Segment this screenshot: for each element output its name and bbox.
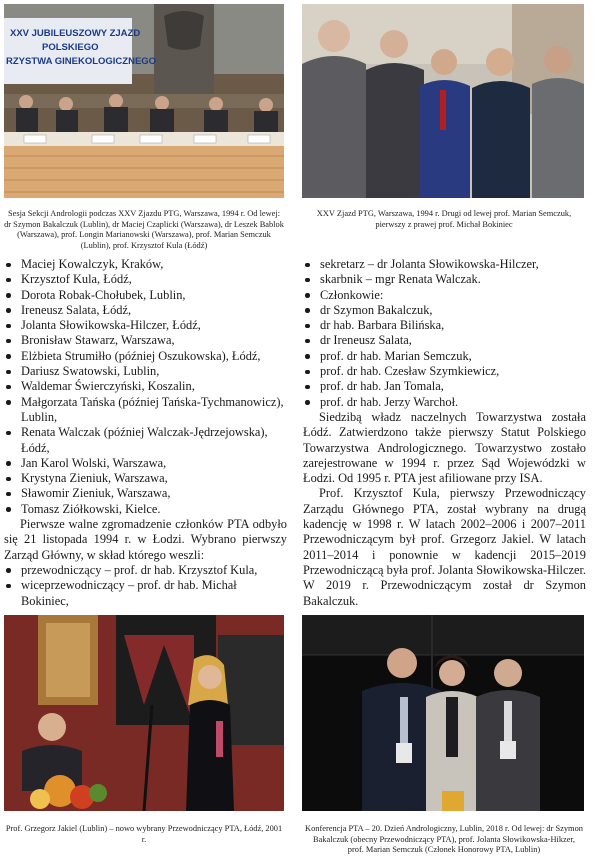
list-item: Maciej Kowalczyk, Kraków, (4, 257, 287, 272)
general-assembly-paragraph: Pierwsze walne zgromadzenie członków PTA odbyło się 21 listopada 1994 r. w Łodzi. Wybrano pierwszy Zarząd Główny, w skład którego weszli: (4, 517, 287, 562)
list-item: Dorota Robak-Chołubek, Lublin, (4, 288, 287, 303)
founding-members-list (4, 257, 287, 517)
list-item: przewodniczący – prof. dr hab. Krzysztof Kula, (4, 563, 287, 578)
caption-pta-conference-2018: Konferencja PTA – 20. Dzień Andrologiczny, Lublin, 2018 r. Od lewej: dr Szymon Bakalczuk (obecny Przewodniczący PTA), prof. Jolanta Słowikowska-Hikzer, prof. Marian Semczuk (Członek Honorowy PTA, Lublin) (305, 824, 583, 855)
list-item: Krzysztof Kula, Łódź, (4, 272, 287, 287)
list-item: Członkowie: (303, 288, 586, 303)
list-item: sekretarz – dr Jolanta Słowikowska-Hilczer, (303, 257, 586, 272)
list-item: Jan Karol Wolski, Warszawa, (4, 456, 287, 471)
list-item: skarbnik – mgr Renata Walczak. (303, 272, 586, 287)
list-item: wiceprzewodniczący – prof. dr hab. Michał Bokiniec, (4, 578, 287, 609)
list-item: prof. dr hab. Marian Semczuk, (303, 349, 586, 364)
board-list-continued (303, 257, 586, 410)
list-item: dr Ireneusz Salata, (303, 333, 586, 348)
caption-session-andrology: Sesja Sekcji Andrologii podczas XXV Zjazdu PTG, Warszawa, 1994 r. Od lewej: dr Szymon Bakalczuk (Lublin), dr Maciej Czaplicki (Warszawa), dr Leszek Bablok (Warszawa), prof. Longin Marianowski (Warszawa), prof. Marian Semczuk (Lublin), prof. Krzysztof Kula (Łódź) (4, 209, 284, 250)
right-text-column (303, 257, 586, 609)
list-item: Małgorzata Tańska (później Tańska-Tychmanowicz), Lublin, (4, 395, 287, 426)
list-item: Sławomir Zieniuk, Warszawa, (4, 486, 287, 501)
banner-line-2: POLSKIEGO (42, 42, 99, 53)
list-item: Jolanta Słowikowska-Hilczer, Łódź, (4, 318, 287, 333)
chairmen-history-paragraph: Prof. Krzysztof Kula, pierwszy Przewodniczący Zarządu Głównego PTA, został wybrany na drugą kadencję w 1998 r. W latach 2002–2006 i 2007–2011 Przewodniczącym był prof. Grzegorz Jakiel. W latach 2011–2014 i ponownie w kadencji 2015–2019 Przewodniczącą była prof. Jolanta Słowikowska-Hilczer. W 2019 r. Przewodniczącym został dr Szymon Bakalczuk. (303, 486, 586, 608)
list-item: prof. dr hab. Jerzy Warchoł. (303, 395, 586, 410)
caption-ptg-congress-group: XXV Zjazd PTG, Warszawa, 1994 r. Drugi od lewej prof. Marian Semczuk, pierwszy z prawej prof. Michał Bokiniec (316, 209, 572, 229)
list-item: dr Szymon Bakalczuk, (303, 303, 586, 318)
banner-line-1: XXV JUBILEUSZOWY ZJAZD (10, 28, 141, 39)
list-item: Krystyna Zieniuk, Warszawa, (4, 471, 287, 486)
list-item: prof. dr hab. Czesław Szymkiewicz, (303, 364, 586, 379)
banner-line-3: RZYSTWA GINEKOLOGICZNEGO (6, 56, 157, 67)
list-item: Elżbieta Strumiłło (później Oszukowska), Łódź, (4, 349, 287, 364)
seat-statute-paragraph: Siedzibą władz naczelnych Towarzystwa została Łódź. Zatwierdzono także pierwszy Statut Polskiego Towarzystwa Andrologicznego. Towarzystwo zostało zarejestrowane w 1994 r. przez Sąd Wojewódzki w Łodzi. Od 1995 r. PTA jest afiliowane przy ISA. (303, 409, 586, 486)
photo-jakiel-chairman (4, 615, 284, 811)
board-list-start (4, 563, 287, 609)
photo-ptg-congress-group (302, 4, 584, 198)
left-text-column (4, 257, 287, 609)
list-item: prof. dr hab. Jan Tomala, (303, 379, 586, 394)
list-item: Tomasz Ziółkowski, Kielce. (4, 502, 287, 517)
photo-pta-conference-2018 (302, 615, 584, 811)
list-item: Dariusz Swatowski, Lublin, (4, 364, 287, 379)
list-item: dr hab. Barbara Bilińska, (303, 318, 586, 333)
list-item: Ireneusz Salata, Łódź, (4, 303, 287, 318)
list-item: Bronisław Stawarz, Warszawa, (4, 333, 287, 348)
photo-session-andrology (4, 4, 284, 198)
caption-jakiel-chairman: Prof. Grzegorz Jakiel (Lublin) – nowo wybrany Przewodniczący PTA, Łódź, 2001 r. (5, 824, 283, 844)
list-item: Renata Walczak (później Walczak-Jędrzejowska), Łódź, (4, 425, 287, 456)
list-item: Waldemar Świerczyński, Koszalin, (4, 379, 287, 394)
